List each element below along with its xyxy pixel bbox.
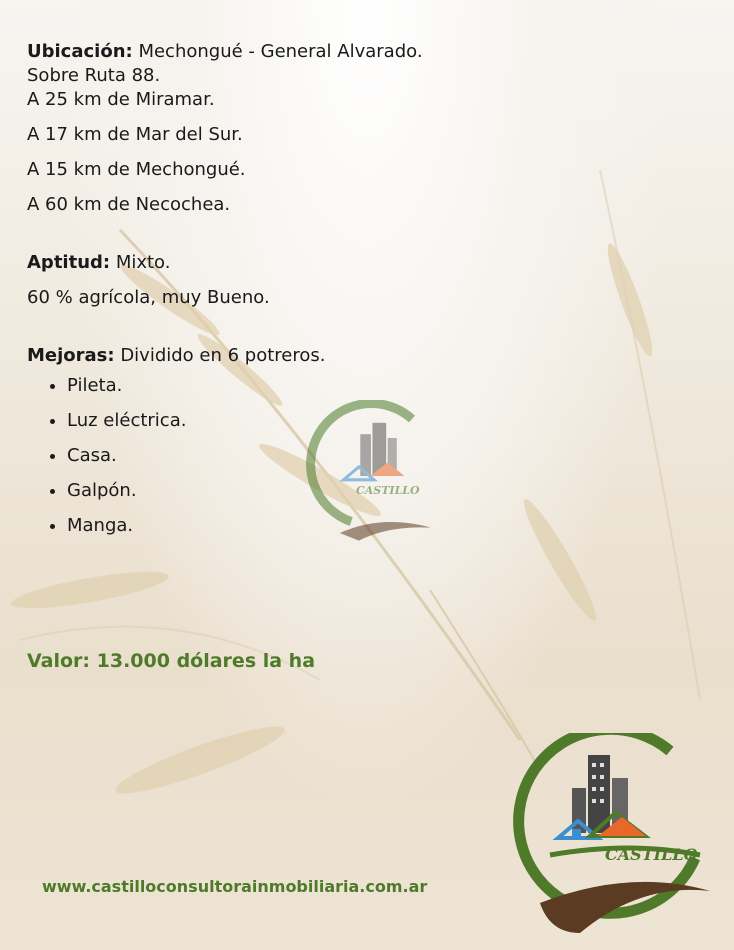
list-item: • Pileta. [67,374,627,398]
castillo-logo [510,733,710,943]
list-item: • Luz eléctrica. [67,409,627,433]
ubicacion-mar-del-sur: A 17 km de Mar del Sur. [27,124,243,145]
ubicacion-value: Mechongué - General Alvarado. [132,41,423,62]
property-details [27,40,627,549]
ubicacion-necochea: A 60 km de Necochea. [27,194,231,215]
mejoras-label: Mejoras: [27,345,115,366]
list-item: • Manga. [67,514,627,538]
ubicacion-miramar: A 25 km de Miramar. [27,89,215,110]
ubicacion-mechongue: A 15 km de Mechongué. [27,159,246,180]
list-item: • Casa. [67,444,627,468]
aptitud-section [27,251,627,310]
aptitud-value: Mixto. [110,252,171,273]
mejoras-line [27,344,627,368]
aptitud-line [27,251,627,275]
aptitud-label: Aptitud: [27,252,111,273]
ubicacion-section [27,40,627,217]
ubicacion-ruta: Sobre Ruta 88. [27,65,161,86]
watermark-logo-text: CASTILLO [356,484,420,497]
ubicacion-label: Ubicación: [27,41,133,62]
mejoras-value: Dividido en 6 potreros. [114,345,326,366]
mejoras-list [27,374,627,538]
website-link[interactable]: www.castilloconsultorainmobiliaria.com.ar [42,877,428,896]
logo-text: CASTILLO [605,845,698,864]
list-item: • Galpón. [67,479,627,503]
ubicacion-line [27,40,627,64]
mejoras-section [27,344,627,538]
price-heading: Valor: 13.000 dólares la ha [27,650,316,672]
aptitud-detail: 60 % agrícola, muy Bueno. [27,287,270,308]
